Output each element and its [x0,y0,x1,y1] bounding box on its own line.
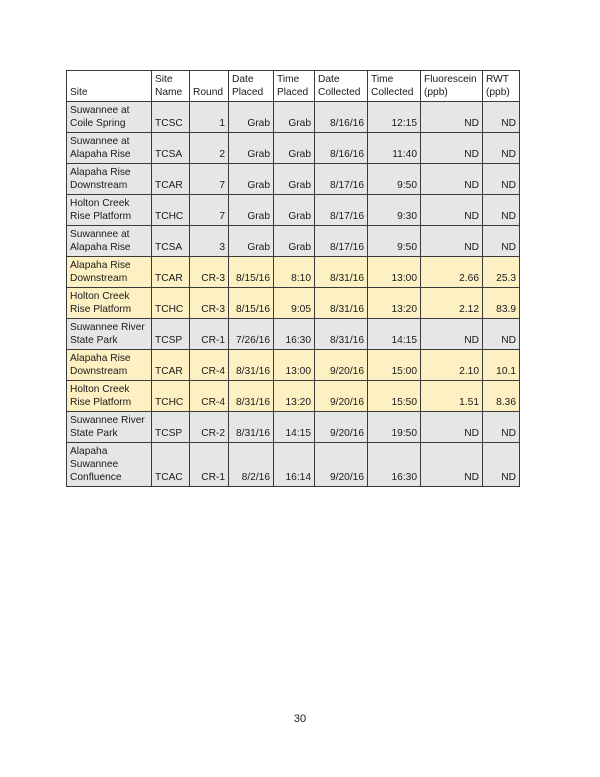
table-row [67,164,520,195]
cell-fluorescein: ND [421,319,483,350]
table-row [67,195,520,226]
cell-site-name: TCSP [152,412,190,443]
cell-date-collected: 9/20/16 [315,350,368,381]
cell-date-placed: Grab [229,133,274,164]
cell-date-placed: 8/15/16 [229,257,274,288]
cell-time-placed: 14:15 [274,412,315,443]
cell-date-collected: 9/20/16 [315,381,368,412]
table-row [67,381,520,412]
cell-site-name: TCSA [152,133,190,164]
cell-time-collected: 19:50 [368,412,421,443]
cell-fluorescein: ND [421,195,483,226]
cell-date-placed: Grab [229,102,274,133]
cell-site: Holton Creek Rise Platform [67,381,152,412]
cell-round: 1 [190,102,229,133]
cell-rwt: ND [483,226,520,257]
table-row [67,257,520,288]
cell-site: Alapaha Rise Downstream [67,164,152,195]
cell-rwt: ND [483,102,520,133]
cell-round: CR-2 [190,412,229,443]
cell-time-collected: 12:15 [368,102,421,133]
cell-site-name: TCSC [152,102,190,133]
cell-fluorescein: ND [421,226,483,257]
cell-rwt: 10.1 [483,350,520,381]
cell-site-name: TCAR [152,257,190,288]
cell-time-collected: 13:20 [368,288,421,319]
cell-time-collected: 14:15 [368,319,421,350]
cell-time-placed: Grab [274,195,315,226]
table-row [67,412,520,443]
cell-rwt: 25.3 [483,257,520,288]
cell-round: 7 [190,164,229,195]
cell-site-name: TCHC [152,381,190,412]
cell-date-placed: Grab [229,195,274,226]
cell-date-collected: 8/16/16 [315,133,368,164]
cell-fluorescein: 2.10 [421,350,483,381]
column-header-fluorescein: Fluorescein (ppb) [421,71,483,102]
cell-site: Alapaha Suwannee Confluence [67,443,152,487]
cell-rwt: ND [483,195,520,226]
header-row [67,71,520,102]
table-row [67,288,520,319]
table-row [67,443,520,487]
cell-site-name: TCSP [152,319,190,350]
cell-date-collected: 9/20/16 [315,412,368,443]
cell-fluorescein: ND [421,133,483,164]
dye-trace-results-table [66,70,520,487]
cell-date-collected: 8/17/16 [315,226,368,257]
cell-time-placed: 16:30 [274,319,315,350]
cell-round: 2 [190,133,229,164]
cell-site-name: TCAR [152,350,190,381]
cell-fluorescein: 2.12 [421,288,483,319]
cell-date-placed: 8/2/16 [229,443,274,487]
cell-round: CR-3 [190,257,229,288]
page-number: 30 [293,713,307,725]
cell-rwt: ND [483,443,520,487]
cell-date-collected: 8/31/16 [315,257,368,288]
table-header [67,71,520,102]
cell-round: CR-1 [190,443,229,487]
cell-site: Alapaha Rise Downstream [67,257,152,288]
cell-date-placed: Grab [229,226,274,257]
cell-date-placed: 8/31/16 [229,350,274,381]
cell-date-placed: 8/31/16 [229,381,274,412]
cell-round: CR-4 [190,350,229,381]
cell-time-collected: 9:50 [368,164,421,195]
cell-site: Holton Creek Rise Platform [67,288,152,319]
column-header-site: Site [67,71,152,102]
cell-site-name: TCAR [152,164,190,195]
cell-rwt: ND [483,133,520,164]
table-body [67,102,520,487]
cell-date-placed: 8/15/16 [229,288,274,319]
cell-time-collected: 9:50 [368,226,421,257]
cell-time-placed: Grab [274,226,315,257]
column-header-round: Round [190,71,229,102]
cell-date-placed: 7/26/16 [229,319,274,350]
table-row [67,226,520,257]
cell-site-name: TCHC [152,288,190,319]
cell-fluorescein: ND [421,102,483,133]
cell-date-placed: 8/31/16 [229,412,274,443]
cell-rwt: ND [483,319,520,350]
cell-round: CR-4 [190,381,229,412]
cell-fluorescein: 1.51 [421,381,483,412]
cell-site-name: TCAC [152,443,190,487]
cell-time-collected: 16:30 [368,443,421,487]
cell-round: 7 [190,195,229,226]
cell-time-collected: 9:30 [368,195,421,226]
cell-time-placed: 13:00 [274,350,315,381]
cell-time-placed: 16:14 [274,443,315,487]
cell-site: Suwannee at Alapaha Rise [67,226,152,257]
cell-date-collected: 8/17/16 [315,164,368,195]
cell-time-placed: Grab [274,102,315,133]
column-header-date-placed: Date Placed [229,71,274,102]
column-header-date-collected: Date Collected [315,71,368,102]
cell-rwt: ND [483,412,520,443]
cell-date-collected: 8/17/16 [315,195,368,226]
cell-site: Suwannee River State Park [67,412,152,443]
cell-site: Suwannee at Alapaha Rise [67,133,152,164]
cell-fluorescein: 2.66 [421,257,483,288]
cell-round: CR-1 [190,319,229,350]
cell-date-collected: 9/20/16 [315,443,368,487]
cell-time-placed: Grab [274,164,315,195]
cell-time-collected: 11:40 [368,133,421,164]
column-header-time-collected: Time Collected [368,71,421,102]
cell-time-collected: 15:00 [368,350,421,381]
cell-time-placed: 9:05 [274,288,315,319]
table-row [67,319,520,350]
cell-site: Holton Creek Rise Platform [67,195,152,226]
cell-round: 3 [190,226,229,257]
column-header-site-name: Site Name [152,71,190,102]
table-row [67,102,520,133]
cell-site: Suwannee at Coile Spring [67,102,152,133]
cell-time-collected: 13:00 [368,257,421,288]
cell-time-collected: 15:50 [368,381,421,412]
cell-date-collected: 8/31/16 [315,288,368,319]
cell-time-placed: Grab [274,133,315,164]
column-header-rwt: RWT (ppb) [483,71,520,102]
cell-date-collected: 8/16/16 [315,102,368,133]
cell-rwt: 8.36 [483,381,520,412]
cell-time-placed: 8:10 [274,257,315,288]
cell-fluorescein: ND [421,164,483,195]
table-row [67,350,520,381]
cell-rwt: 83.9 [483,288,520,319]
cell-date-collected: 8/31/16 [315,319,368,350]
cell-site: Suwannee River State Park [67,319,152,350]
cell-time-placed: 13:20 [274,381,315,412]
cell-rwt: ND [483,164,520,195]
cell-date-placed: Grab [229,164,274,195]
cell-site-name: TCSA [152,226,190,257]
cell-site-name: TCHC [152,195,190,226]
cell-round: CR-3 [190,288,229,319]
cell-fluorescein: ND [421,443,483,487]
column-header-time-placed: Time Placed [274,71,315,102]
cell-site: Alapaha Rise Downstream [67,350,152,381]
cell-fluorescein: ND [421,412,483,443]
table-row [67,133,520,164]
